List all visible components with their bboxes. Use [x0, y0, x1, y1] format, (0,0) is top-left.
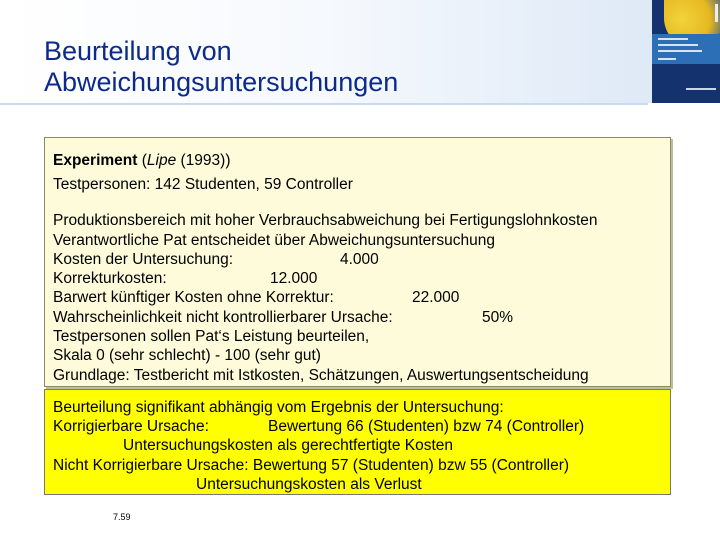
investigation-cost-value: 4.000 [340, 251, 379, 268]
experiment-label: Experiment [53, 152, 138, 169]
header-divider [0, 103, 648, 105]
experiment-line: Testpersonen sollen Pat‘s Leistung beurteilen, [53, 328, 370, 345]
investigation-cost-label: Kosten der Untersuchung: [53, 251, 234, 268]
heading-open: ( [137, 152, 147, 169]
correctable-cause-value: Bewertung 66 (Studenten) bzw 74 (Controller) [268, 418, 585, 435]
correction-cost-label: Korrekturkosten: [53, 270, 167, 287]
result-line: Untersuchungskosten als gerechtfertigte Kosten [123, 437, 453, 454]
experiment-line: Skala 0 (sehr schlecht) - 100 (sehr gut) [53, 347, 321, 364]
experiment-heading [53, 151, 230, 170]
page-number: 7.59 [113, 512, 131, 522]
cover-line [658, 44, 698, 46]
result-line: Nicht Korrigierbare Ursache: Bewertung 57 (Studenten) bzw 55 (Controller) [53, 457, 570, 474]
cover-spine-label [715, 4, 718, 22]
probability-label: Wahrscheinlichkeit nicht kontrollierbarer Ursache: [53, 309, 393, 326]
experiment-line: Verantwortliche Pat entscheidet über Abweichungsuntersuchung [53, 232, 496, 249]
subjects-line: Testpersonen: 142 Studenten, 59 Controller [53, 176, 353, 193]
experiment-line: Grundlage: Testbericht mit Istkosten, Schätzungen, Auswertungsentscheidung [53, 367, 589, 384]
cover-line [658, 58, 676, 60]
correctable-cause-label: Korrigierbare Ursache: [53, 418, 209, 435]
heading-author: Lipe [146, 152, 177, 169]
probability-value: 50% [482, 309, 514, 326]
result-line: Beurteilung signifikant abhängig vom Ergebnis der Untersuchung: [53, 399, 504, 416]
experiment-line: Produktionsbereich mit hoher Verbrauchsabweichung bei Fertigungslohnkosten [53, 212, 598, 229]
cover-line [658, 38, 688, 40]
heading-close: (1993)) [176, 152, 231, 169]
cover-line [658, 50, 702, 52]
correction-cost-value: 12.000 [270, 270, 318, 287]
result-line: Untersuchungskosten als Verlust [196, 476, 422, 493]
book-cover-thumbnail [652, 0, 720, 103]
slide-title: Beurteilung von Abweichungsuntersuchungen [44, 36, 399, 97]
cover-publisher [686, 88, 716, 90]
present-value-label: Barwert künftiger Kosten ohne Korrektur: [53, 289, 334, 306]
present-value-value: 22.000 [412, 289, 460, 306]
